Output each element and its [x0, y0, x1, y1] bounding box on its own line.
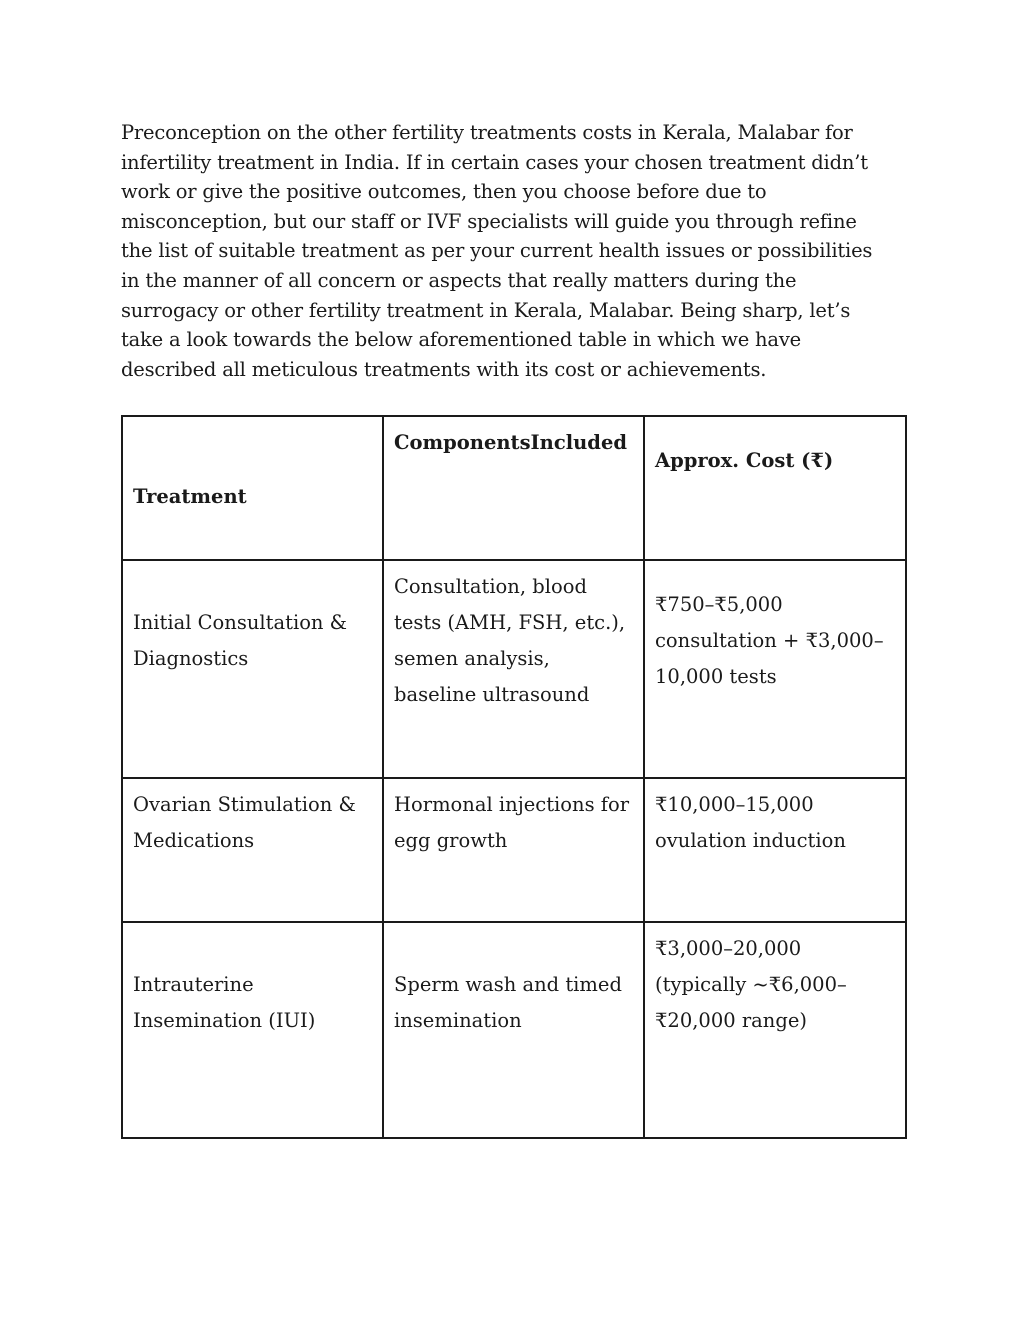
cell-cost: ₹750–₹5,000 consultation + ₹3,000–10,000 tests [644, 560, 906, 778]
cell-cost: ₹10,000–15,000 ovulation induction [644, 778, 906, 922]
cell-treatment: Initial Consultation & Diagnostics [122, 560, 383, 778]
table-row [122, 922, 906, 1138]
header-cost: Approx. Cost (₹) [644, 416, 906, 560]
cell-treatment: Intrauterine Insemination (IUI) [122, 922, 383, 1138]
treatment-cost-table [121, 415, 907, 1139]
table-row [122, 778, 906, 922]
table-row [122, 560, 906, 778]
cell-components: Consultation, blood tests (AMH, FSH, etc.), semen analysis, baseline ultrasound [383, 560, 644, 778]
header-treatment: Treatment [122, 416, 383, 560]
cell-treatment: Ovarian Stimulation & Medications [122, 778, 383, 922]
intro-paragraph: Preconception on the other fertility treatments costs in Kerala, Malabar for infertility treatment in India. If in certain cases your chosen treatment didn’t work or give the positive outcomes, then you choose before due to misconception, but our staff or IVF specialists will guide you through refine the list of suitable treatment as per your current health issues or possibilities in the manner of all concern or aspects that really matters during the surrogacy or other fertility treatment in Kerala, Malabar. Being sharp, let’s take a look towards the below aforementioned table in which we have described all meticulous treatments with its cost or achievements. [121, 121, 873, 381]
cell-components: Hormonal injections for egg growth [383, 778, 644, 922]
cell-cost: ₹3,000–20,000 (typically ~₹6,000–₹20,000 range) [644, 922, 906, 1138]
header-components: ComponentsIncluded [383, 416, 644, 560]
table-header-row [122, 416, 906, 560]
cell-components: Sperm wash and timed insemination [383, 922, 644, 1138]
